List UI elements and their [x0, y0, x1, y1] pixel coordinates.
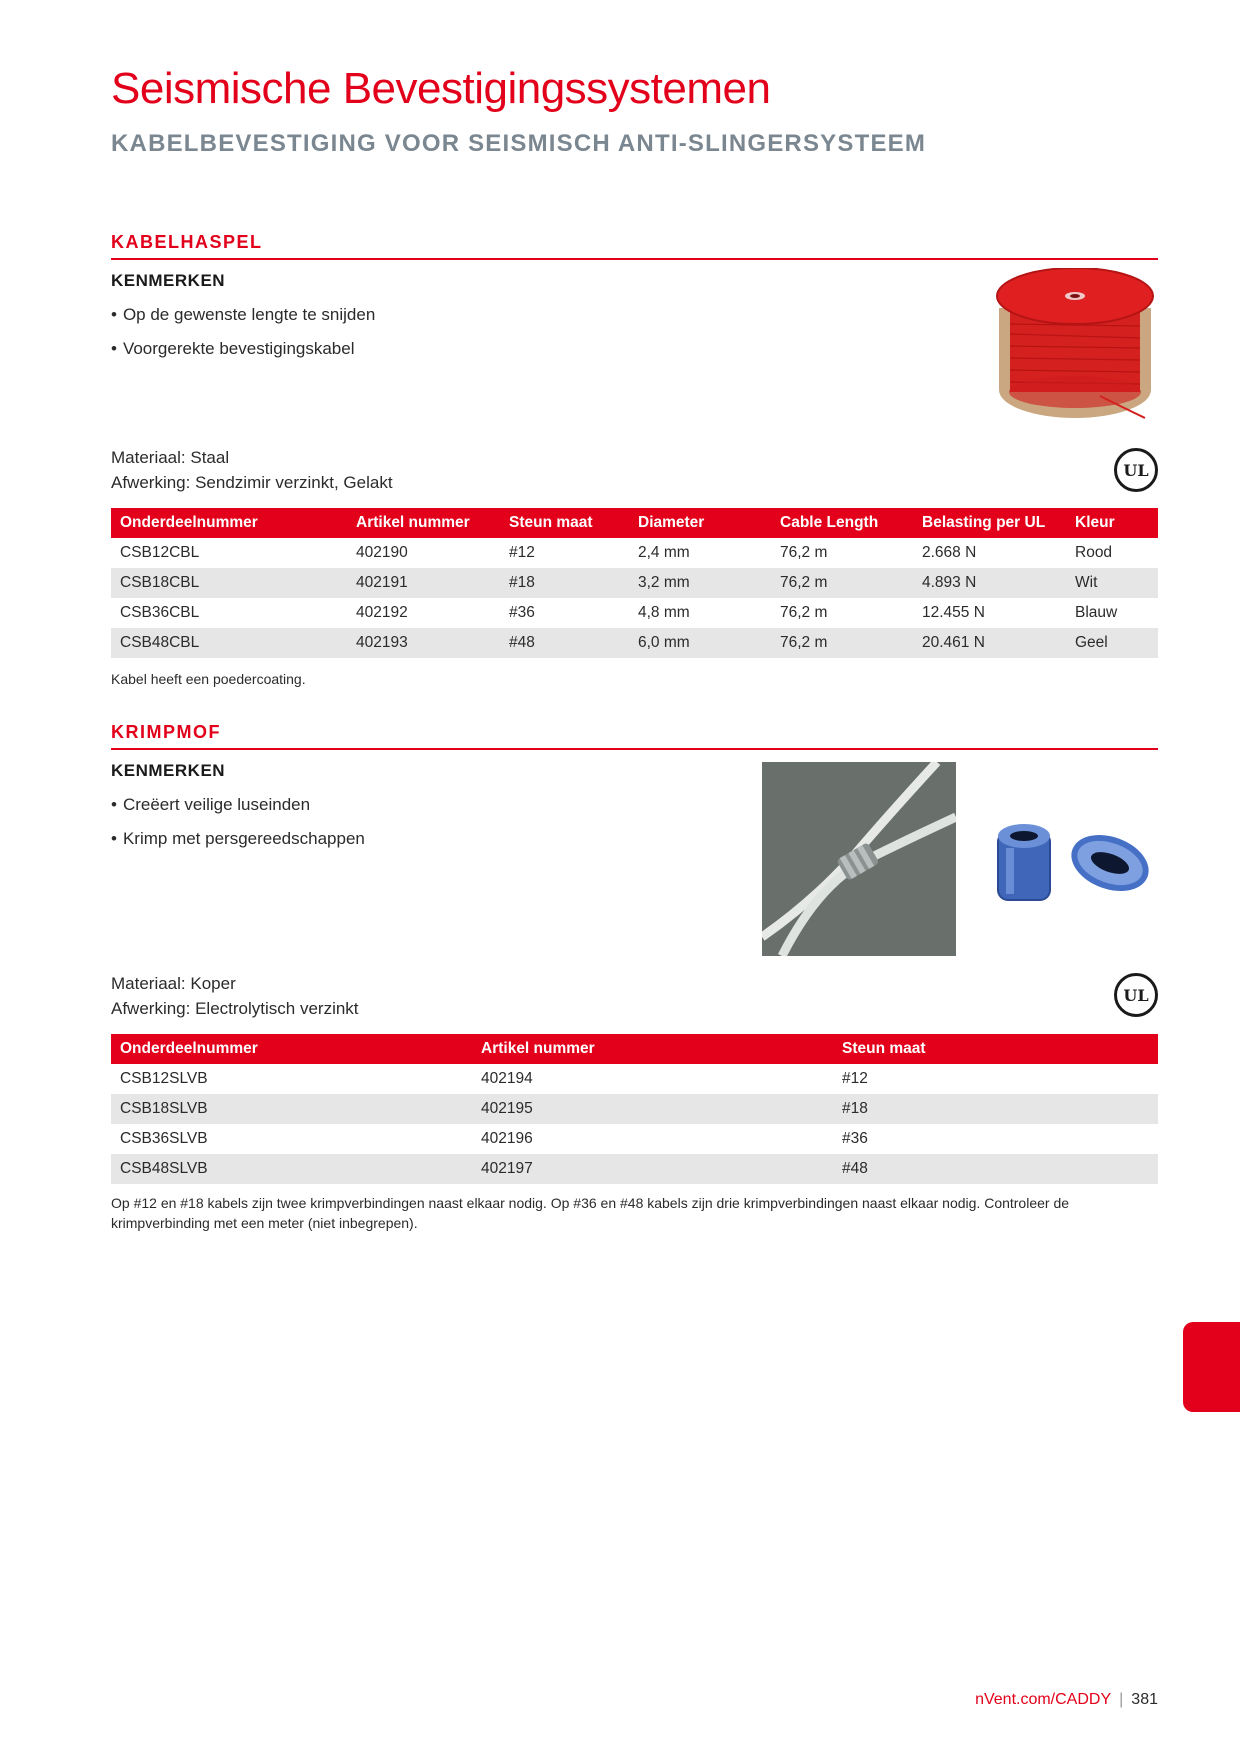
feature-item: • Krimp met persgereedschappen [111, 829, 365, 849]
cable-reel-table [111, 508, 1158, 658]
table-cell: 402191 [347, 568, 500, 598]
column-header: Belasting per UL [913, 508, 1066, 538]
table-cell: 402190 [356, 544, 408, 561]
table-cell: 76,2 m [771, 628, 913, 658]
table-cell: #12 [509, 544, 535, 561]
table-cell: 2,4 mm [638, 544, 690, 561]
section-title-kabelhaspel: KABELHASPEL [111, 232, 263, 252]
table-cell: 402194 [481, 1070, 533, 1087]
table-cell: 76,2 m [780, 544, 828, 561]
table-cell: #18 [833, 1094, 1158, 1124]
column-header: Onderdeelnummer [111, 508, 347, 538]
table-cell: 2.668 N [922, 544, 977, 561]
table-cell: 402192 [356, 604, 408, 621]
table-row [111, 568, 1158, 598]
column-header: Artikel nummer [472, 1034, 833, 1064]
footer [975, 1691, 1158, 1709]
footer-separator: | [1119, 1691, 1124, 1708]
column-header: Onderdeelnummer [111, 1034, 472, 1064]
section-divider [111, 748, 1158, 750]
feature-item: • Op de gewenste lengte te snijden [111, 305, 375, 325]
table-cell: 6,0 mm [629, 628, 771, 658]
column-header: Diameter [629, 508, 771, 538]
crimp-sleeves-image [990, 818, 1160, 908]
table-cell: 76,2 m [780, 604, 828, 621]
table-cell: 20.461 N [913, 628, 1066, 658]
finish-spec: Afwerking: Sendzimir verzinkt, Gelakt [111, 473, 393, 492]
table-cell: 402195 [472, 1094, 833, 1124]
table-cell: CSB12CBL [120, 544, 200, 561]
table-cell: Rood [1075, 544, 1113, 561]
table-cell: 4.893 N [913, 568, 1066, 598]
chapter-side-tab [1183, 1322, 1240, 1412]
table-cell: 12.455 N [922, 604, 985, 621]
finish-spec: Afwerking: Electrolytisch verzinkt [111, 999, 359, 1018]
column-header: Cable Length [771, 508, 913, 538]
table-note: Kabel heeft een poedercoating. [111, 671, 306, 687]
table-cell: 4,8 mm [638, 604, 690, 621]
table-cell: #18 [500, 568, 629, 598]
table-cell: 3,2 mm [629, 568, 771, 598]
table-row [111, 1124, 1158, 1154]
table-cell: Blauw [1075, 604, 1118, 621]
table-header-row [111, 1034, 1158, 1064]
column-header: Steun maat [833, 1034, 1158, 1064]
table-cell: Geel [1066, 628, 1158, 658]
feature-item: • Creëert veilige luseinden [111, 795, 310, 815]
page-number: 381 [1131, 1691, 1158, 1708]
table-row [111, 598, 1158, 628]
table-cell: CSB12SLVB [120, 1070, 208, 1087]
table-cell: CSB18CBL [111, 568, 347, 598]
table-cell: #36 [842, 1130, 868, 1147]
crimp-sleeve-photo [762, 762, 956, 956]
table-row [111, 538, 1158, 568]
page-title: Seismische Bevestigingssystemen [111, 64, 771, 113]
table-cell: 402193 [347, 628, 500, 658]
table-cell: Wit [1066, 568, 1158, 598]
section-title-krimpmof: KRIMPMOF [111, 722, 221, 742]
table-cell: CSB18SLVB [111, 1094, 472, 1124]
table-cell: #36 [509, 604, 535, 621]
table-cell: CSB48CBL [111, 628, 347, 658]
table-row [111, 1154, 1158, 1184]
table-row [111, 1064, 1158, 1094]
table-header-row [111, 508, 1158, 538]
table-cell: #12 [842, 1070, 868, 1087]
page-subtitle: KABELBEVESTIGING VOOR SEISMISCH ANTI-SLINGERSYSTEEM [111, 130, 927, 157]
material-spec: Materiaal: Staal [111, 448, 230, 467]
features-heading: KENMERKEN [111, 761, 226, 780]
table-row [111, 628, 1158, 658]
table-cell: CSB48SLVB [111, 1154, 472, 1184]
column-header: Steun maat [500, 508, 629, 538]
table-note: Op #12 en #18 kabels zijn twee krimpverbindingen naast elkaar nodig. Op #36 en #48 kabels zijn drie krimpverbindingen naast elkaar nodig. Controleer de krimpverbinding met een meter (niet inbegrepen). [111, 1195, 1070, 1231]
cable-reel-image [990, 268, 1160, 428]
table-cell: #48 [833, 1154, 1158, 1184]
table-cell: #48 [500, 628, 629, 658]
column-header: Kleur [1066, 508, 1158, 538]
crimp-sleeve-table [111, 1034, 1158, 1184]
feature-item: • Voorgerekte bevestigingskabel [111, 339, 355, 359]
column-header: Artikel nummer [347, 508, 500, 538]
table-cell: CSB36SLVB [120, 1130, 208, 1147]
table-cell: CSB36CBL [120, 604, 200, 621]
table-row [111, 1094, 1158, 1124]
table-cell: 402196 [481, 1130, 533, 1147]
ul-certification-icon: UL [1114, 448, 1158, 492]
ul-certification-icon: UL [1114, 973, 1158, 1017]
material-spec: Materiaal: Koper [111, 974, 236, 993]
features-heading: KENMERKEN [111, 271, 226, 290]
section-divider [111, 258, 1158, 260]
table-cell: 76,2 m [771, 568, 913, 598]
footer-link[interactable]: nVent.com/CADDY [975, 1691, 1112, 1708]
table-cell: 402197 [472, 1154, 833, 1184]
